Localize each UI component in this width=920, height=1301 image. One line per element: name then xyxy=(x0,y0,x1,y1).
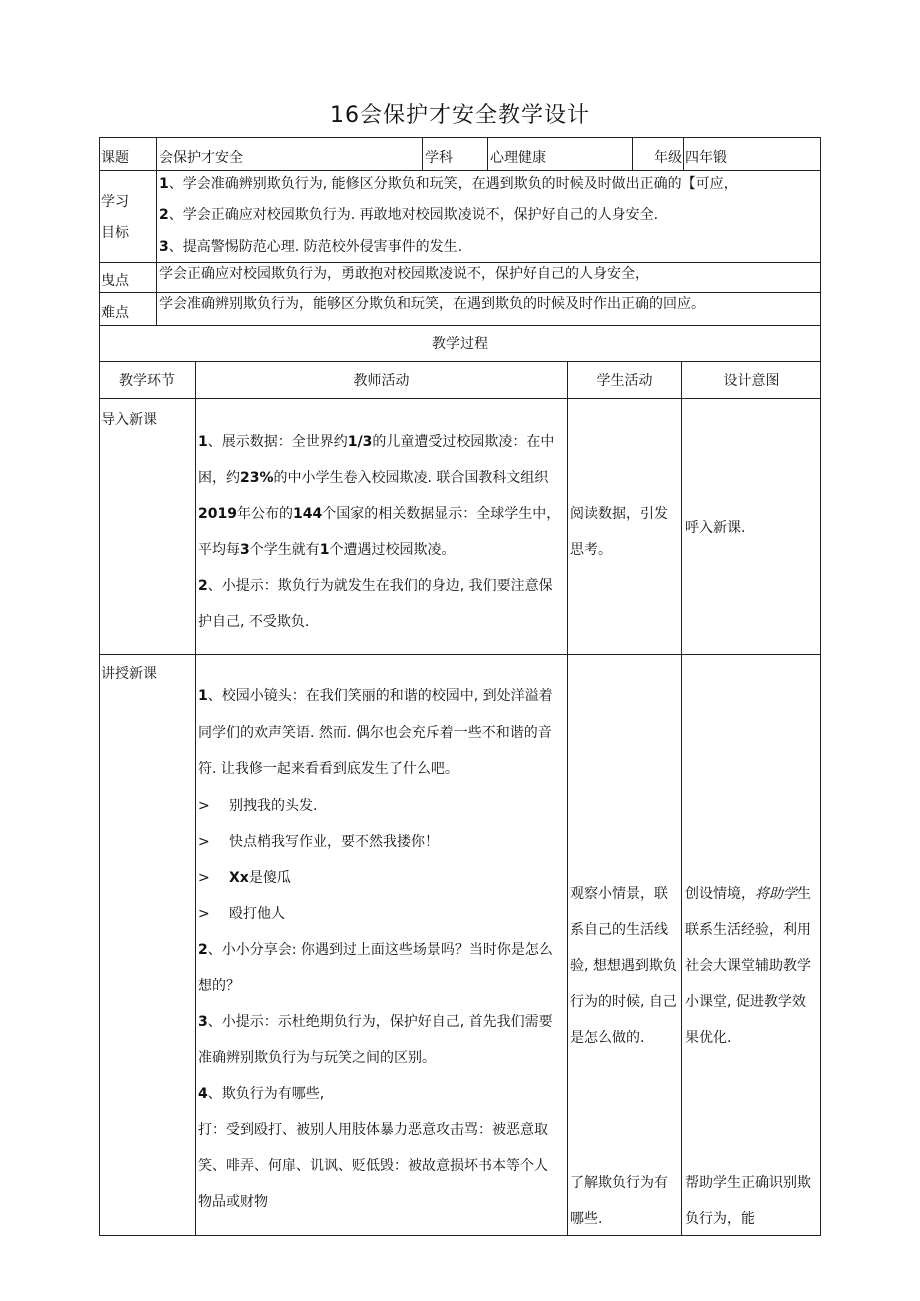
lecture-stage: 讲授新课 xyxy=(101,666,157,682)
lecture-design-intent: 小课堂, 促进教学效 xyxy=(685,994,806,1010)
intro-student-activity: 思考。 xyxy=(570,542,612,558)
column-divider xyxy=(567,361,568,1236)
row-divider xyxy=(99,361,821,362)
row-divider xyxy=(99,292,821,293)
lecture-design-intent: 创设情境，将助学生 xyxy=(685,886,811,902)
column-divider xyxy=(683,137,684,170)
bullet-marker: > xyxy=(198,906,210,922)
lecture-line: 物品或财物 xyxy=(198,1194,268,1210)
intro-line: 护自己, 不受欺负. xyxy=(198,614,310,630)
bullet-marker: > xyxy=(198,798,210,814)
bullet-marker: > xyxy=(198,870,210,886)
scenario-item: 快点梢我写作业，要不然我搂你！ xyxy=(229,834,439,850)
lecture-line: 同学们的欢声笑语. 然而. 偶尔也会充斥着一些不和谐的音 xyxy=(198,725,552,741)
scenario-item: 别拽我的头发. xyxy=(229,798,318,814)
topic-label: 课题 xyxy=(101,150,129,166)
lecture-student-activity: 验, 想想遇到欺负 xyxy=(570,958,677,974)
scenario-item: 殴打他人 xyxy=(229,906,285,922)
intro-student-activity: 阅读数据，引发 xyxy=(570,506,668,522)
scenario-item: Xx是傻瓜 xyxy=(229,870,291,886)
header-stage: 教学环节 xyxy=(119,373,175,389)
lecture-line: 4、欺负行为有哪些, xyxy=(198,1086,325,1102)
lecture-line: 1、校园小镜头：在我们笑丽的和谐的校园中, 到处洋溢着 xyxy=(198,688,553,704)
key-point-label: 曳点 xyxy=(101,273,129,289)
lecture-student-activity: 是怎么做的. xyxy=(570,1030,645,1046)
lecture-design-intent: 帮助学生正确识别欺 xyxy=(685,1175,811,1191)
bullet-marker: > xyxy=(198,834,210,850)
topic-value: 会保护才安全 xyxy=(159,150,243,166)
lecture-line: 准确辨别欺负行为与玩笑之间的区别。 xyxy=(198,1050,436,1066)
column-divider xyxy=(195,361,196,1236)
goal-1: 1、学会准确辨别欺负行为, 能修区分欺负和玩笑，在遇到欺负的时候及时做出正确的【可应， xyxy=(159,176,738,192)
lecture-student-activity: 观察小情景，联 xyxy=(570,886,668,902)
difficulty-label: 难点 xyxy=(101,305,129,321)
row-divider xyxy=(99,170,821,171)
intro-design-intent: 呼入新课. xyxy=(685,520,746,536)
goals-label-2: 目标 xyxy=(101,225,129,241)
grade-label: 年级 xyxy=(654,150,682,166)
lecture-line: 笑、啡弄、何扉、讥讽、贬低毁：被故意损坏书本等个人 xyxy=(198,1158,548,1174)
column-divider xyxy=(156,137,157,325)
key-point-text: 学会正确应对校园欺负行为，勇敢抱对校园欺凌说不，保护好自己的人身安全， xyxy=(159,266,649,282)
intro-line: 平均每3个学生就有1个遭遇过校园欺凌。 xyxy=(198,542,456,558)
column-divider xyxy=(632,137,633,170)
intro-line: 2、小提示：欺负行为就发生在我们的身边, 我们要注意保 xyxy=(198,578,553,594)
header-teacher: 教师活动 xyxy=(353,373,410,389)
lecture-line: 2、小小分享会: 你遇到过上面这些场景吗？当时你是怎么 xyxy=(198,942,553,958)
column-divider xyxy=(422,137,423,170)
lecture-design-intent: 果优化. xyxy=(685,1030,732,1046)
row-divider xyxy=(99,262,821,263)
subject-value: 心理健康 xyxy=(490,150,546,166)
lecture-line: 3、小提示：示杜绝期负行为，保护好自己, 首先我们需要 xyxy=(198,1014,553,1030)
intro-stage: 导入新课 xyxy=(101,412,157,428)
row-divider xyxy=(99,398,821,399)
difficulty-text: 学会准确辨别欺负行为，能够区分欺负和玩笑，在遇到欺负的时候及时作出正确的回应。 xyxy=(159,296,705,312)
lecture-student-activity: 哪些. xyxy=(570,1211,603,1227)
document-title: 16会保护才安全教学设计 xyxy=(330,103,590,128)
header-intent: 设计意图 xyxy=(723,373,780,389)
grade-value: 四年锻 xyxy=(685,150,727,166)
goal-3: 3、提高警惕防范心理. 防范校外侵害事件的发生. xyxy=(159,239,463,255)
lecture-student-activity: 行为的时候, 自己 xyxy=(570,994,677,1010)
lecture-line: 符. 让我修一起来看看到底发生了什么吧。 xyxy=(198,761,459,777)
lecture-design-intent: 负行为，能 xyxy=(685,1211,755,1227)
lecture-design-intent: 社会大课堂辅助教学 xyxy=(685,958,811,974)
lecture-line: 打：受到殴打、被别人用肢体暴力恶意攻击骂：被恶意取 xyxy=(198,1122,548,1138)
lecture-student-activity: 系自己的生活线 xyxy=(570,922,668,938)
row-divider xyxy=(99,654,821,655)
goal-2: 2、学会正确应对校园欺负行为. 再敢地对校园欺凌说不，保护好自己的人身安全. xyxy=(159,207,659,223)
header-student: 学生活动 xyxy=(596,373,653,389)
intro-line: 2019年公布的144个国家的相关数据显示：全球学生中， xyxy=(198,506,561,522)
lecture-line: 想的？ xyxy=(198,978,240,994)
column-divider xyxy=(681,361,682,1236)
lecture-student-activity: 了解欺负行为有 xyxy=(570,1175,668,1191)
column-divider xyxy=(487,137,488,170)
intro-line: 1、展示数据：全世界约1/3的儿童遭受过校园欺凌：在中 xyxy=(198,434,555,450)
goals-label-1: 学习 xyxy=(101,194,129,210)
lecture-design-intent: 联系生活经验，利用 xyxy=(685,922,811,938)
subject-label: 学科 xyxy=(425,150,453,166)
process-title: 教学过程 xyxy=(432,336,488,352)
intro-line: 困，约23%的中小学生卷入校园欺凌. 联合国教科文组织 xyxy=(198,470,549,486)
row-divider xyxy=(99,325,821,326)
